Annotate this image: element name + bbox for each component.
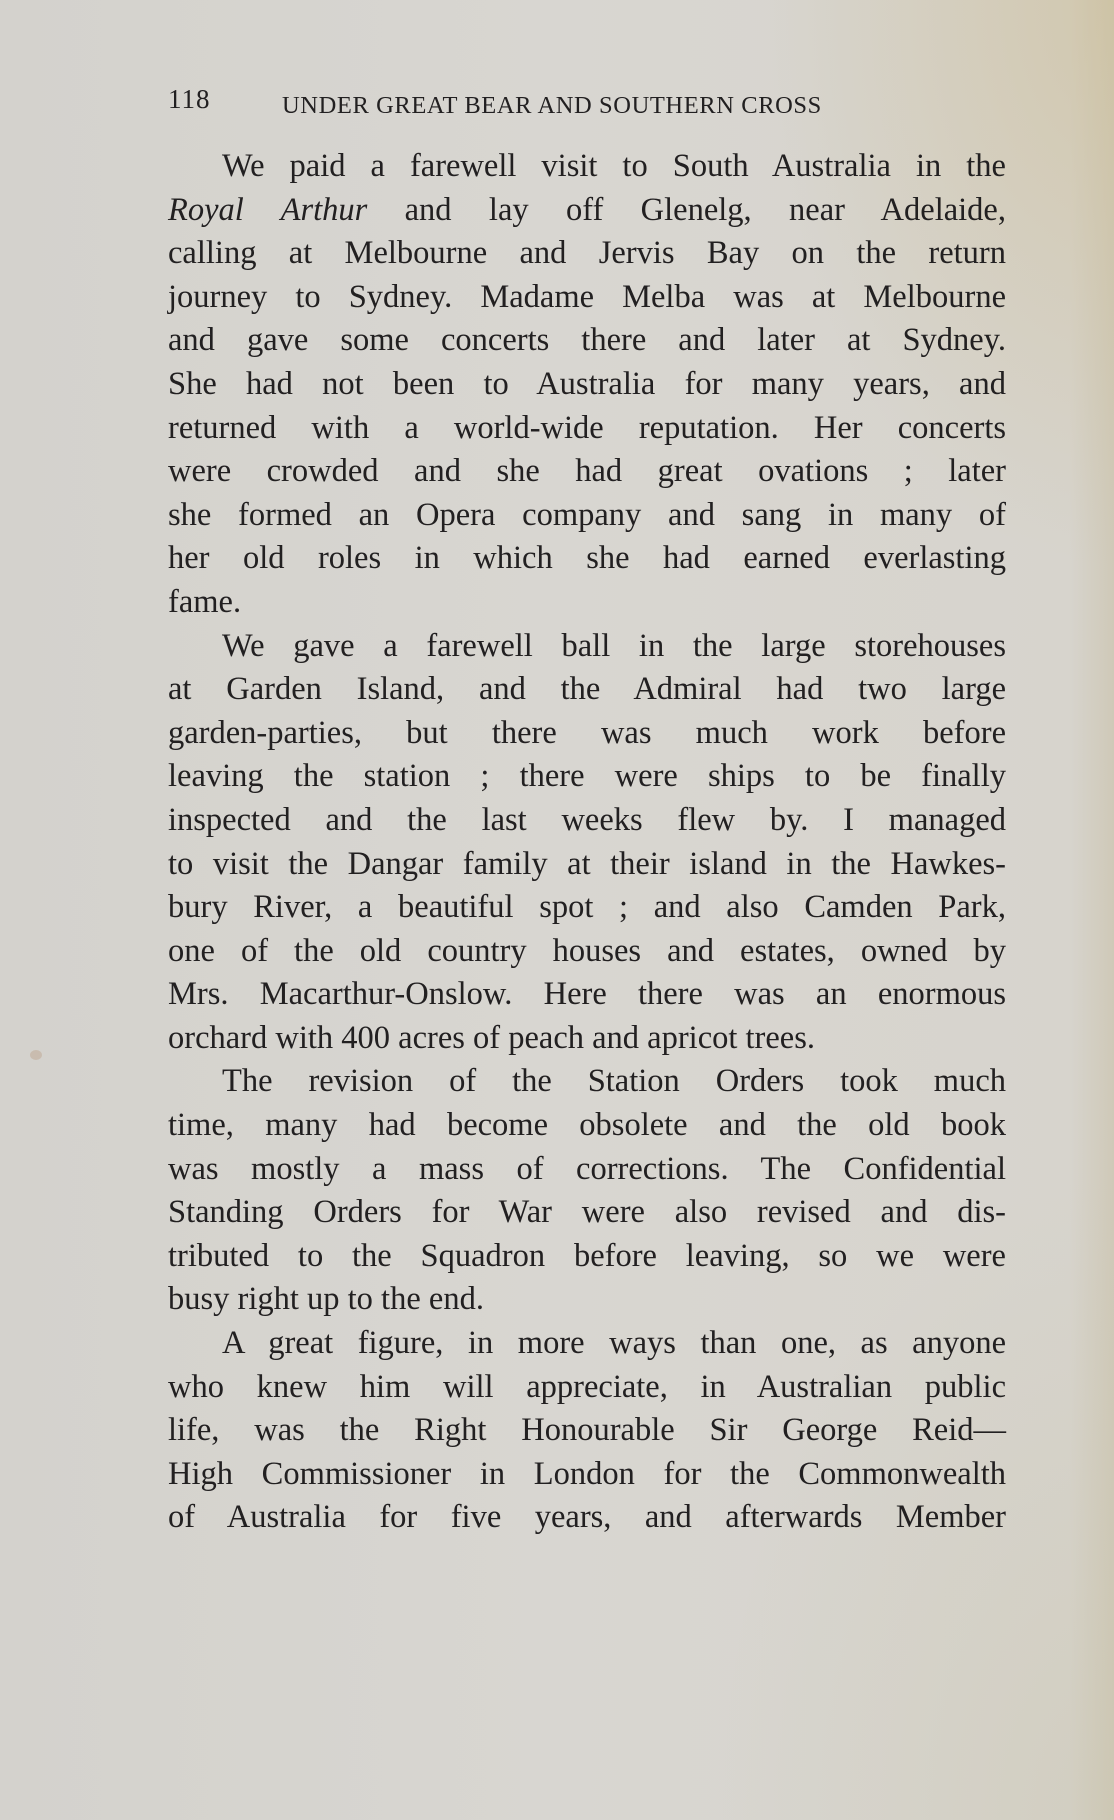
- text-line: garden-parties, but there was much work before: [168, 714, 1006, 751]
- text-line: life, was the Right Honourable Sir George Reid—: [168, 1412, 1006, 1449]
- text-line: to visit the Dangar family at their island in the Hawkes-: [168, 845, 1006, 882]
- text-line: tributed to the Squadron before leaving, so we were: [168, 1237, 1006, 1274]
- ship-name: Royal Arthur: [168, 191, 368, 228]
- text-line: fame.: [168, 583, 242, 620]
- page-header: [168, 84, 902, 124]
- text-line: We paid a farewell visit to South Australia in the: [222, 148, 1006, 184]
- body-text: [168, 145, 1006, 1540]
- text-line: Royal Arthur and lay off Glenelg, near Adelaide,: [168, 191, 1006, 228]
- page-number: 118: [168, 84, 211, 114]
- text-line: her old roles in which she had earned everlasting: [168, 540, 1006, 577]
- text-line: she formed an Opera company and sang in many of: [168, 496, 1006, 533]
- text-line: We gave a farewell ball in the large storehouses: [222, 627, 1006, 664]
- text-line: bury River, a beautiful spot ; and also Camden Park,: [168, 889, 1006, 926]
- text-line: journey to Sydney. Madame Melba was at Melbourne: [168, 278, 1006, 315]
- paragraph-station-orders: [168, 1060, 1006, 1322]
- text-line: leaving the station ; there were ships to be finally: [168, 758, 1006, 795]
- text-line: Mrs. Macarthur-Onslow. Here there was an enormous: [168, 976, 1006, 1013]
- paragraph-farewell-ball: [168, 625, 1006, 1061]
- text-line: The revision of the Station Orders took much: [222, 1063, 1006, 1100]
- text-line: calling at Melbourne and Jervis Bay on the return: [168, 235, 1006, 272]
- text-line: busy right up to the end.: [168, 1281, 484, 1318]
- running-head: UNDER GREAT BEAR AND SOUTHERN CROSS: [282, 92, 822, 119]
- paper-stain: [30, 1050, 42, 1060]
- text-line: who knew him will appreciate, in Australian public: [168, 1368, 1006, 1405]
- text-line: time, many had become obsolete and the old book: [168, 1107, 1006, 1144]
- text-line: of Australia for five years, and afterwards Member: [168, 1499, 1006, 1536]
- text-line: and gave some concerts there and later at Sydney.: [168, 322, 1006, 359]
- text-line: A great figure, in more ways than one, as anyone: [222, 1325, 1006, 1362]
- paragraph-george-reid: [168, 1322, 1006, 1540]
- text-line: at Garden Island, and the Admiral had two large: [168, 671, 1006, 708]
- text-line: returned with a world-wide reputation. Her concerts: [168, 409, 1006, 446]
- text-line: were crowded and she had great ovations ; later: [168, 453, 1006, 490]
- text-line: She had not been to Australia for many years, and: [168, 365, 1006, 402]
- text-line: High Commissioner in London for the Commonwealth: [168, 1455, 1006, 1492]
- text-line: was mostly a mass of corrections. The Confidential: [168, 1150, 1006, 1187]
- text-line: Standing Orders for War were also revised and dis-: [168, 1194, 1006, 1231]
- paragraph-melba: [168, 145, 1006, 625]
- text-line: inspected and the last weeks flew by. I managed: [168, 801, 1006, 838]
- text-line: orchard with 400 acres of peach and apricot trees.: [168, 1019, 816, 1056]
- text-line: one of the old country houses and estates, owned by: [168, 932, 1006, 969]
